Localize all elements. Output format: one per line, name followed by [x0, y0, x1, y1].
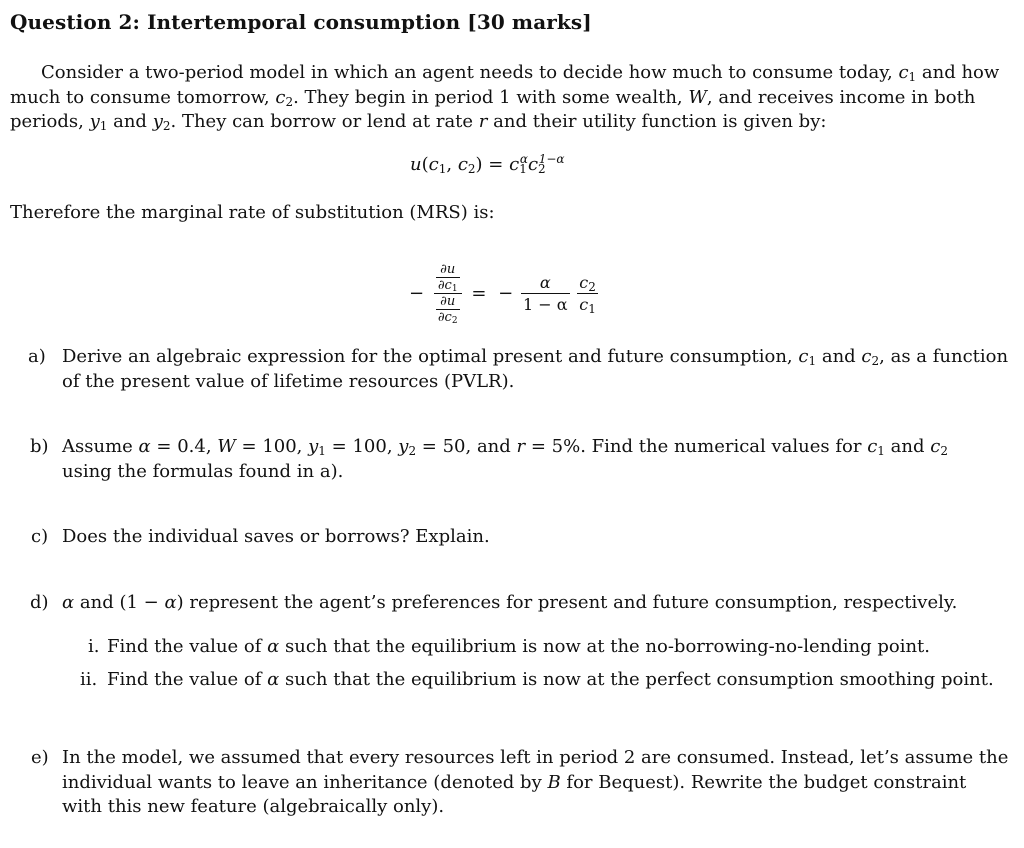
- mrs-intro: Therefore the marginal rate of substitution (MRS) is:: [10, 202, 495, 223]
- symbol-y1: $y_1$: [89, 111, 108, 133]
- part-d-label: d): [30, 592, 49, 613]
- part-d-i-text: Find the value of α such that the equilibrium is now at the no-borrowing-no-lending point.: [107, 636, 930, 657]
- mrs-alpha-fraction: $\frac{\alpha}{1 - \alpha}$: [522, 273, 568, 314]
- part-d: d) α and (1 − α) represent the agent’s preferences for present and future consumption, respectively. i. Find the value of α such that the equilibrium is now at the no-borrowing-no-lending point. ii. Find the value of α such that the equilibrium is now at the perfect consumption smoothing point.: [0, 591, 1024, 701]
- mrs-c-fraction: $\frac{c_2}{c_1}$: [579, 273, 596, 316]
- symbol-w: W: [688, 86, 707, 108]
- intro-text: Consider a two-period model in which an agent needs to decide how much to consume today,: [41, 62, 899, 83]
- symbol-r: r: [478, 111, 488, 132]
- mrs-lhs-fraction: $\frac{\frac{\partial u}{\partial c_1}}{\frac{\partial u}{\partial c_2}}$: [434, 263, 462, 324]
- part-e-label: e): [31, 747, 49, 768]
- mrs-equation: − $\frac{\frac{\partial u}{\partial c_1}}{\frac{\partial u}{\partial c_2}}$ = − $\frac{\alpha}{1 - \alpha}$ $\frac{c_2}{c_1}$: [409, 262, 596, 326]
- symbol-y2: $y_2$: [152, 111, 171, 133]
- symbol-c1: $c_1$: [898, 62, 917, 84]
- part-c: c) Does the individual saves or borrows? Explain.: [0, 525, 1024, 551]
- part-a: a) Derive an algebraic expression for the optimal present and future consumption, $c_1$ and $c_2$, as a function of the present value of lifetime resources (PVLR).: [28, 346, 1009, 392]
- part-c-label: c): [31, 526, 49, 547]
- part-d-i-label: i.: [88, 636, 100, 657]
- intro-paragraph: Consider a two-period model in which an agent needs to decide how much to consume today, $c_1$ and how much to consume tomorrow, $c_2$. They begin in period 1 with some wealth, W, and receives income in both periods, $y_1$ and $y_2$. They can borrow or lend at rate r and their utility function is given by:: [10, 62, 1000, 133]
- part-b: b) Assume α = 0.4, W = 100, $y_1 = 100$, $y_2 = 50$, and r = 5%. Find the numerical values for $c_1$ and $c_2$ using the formulas found in a).: [30, 436, 948, 482]
- part-e: e) In the model, we assumed that every resources left in period 2 are consumed. Instead, let’s assume the individual wants to leave an inheritance (denoted by B for Bequest). Rewrite the budget constraint with this new feature (algebraically only).: [31, 747, 1009, 817]
- part-a-label: a): [28, 346, 46, 367]
- part-b-label: b): [30, 436, 49, 457]
- part-d-ii-label: ii.: [80, 669, 98, 690]
- question-title: Question 2: Intertemporal consumption [30 marks]: [10, 10, 592, 34]
- symbol-c2: $c_2$: [275, 86, 294, 109]
- part-d-ii-text: Find the value of α such that the equilibrium is now at the perfect consumption smoothing point.: [107, 669, 994, 690]
- utility-equation: $u(c_1$, $c_2) = c_1^\alpha c_2^{1-\alpha}$: [410, 152, 565, 176]
